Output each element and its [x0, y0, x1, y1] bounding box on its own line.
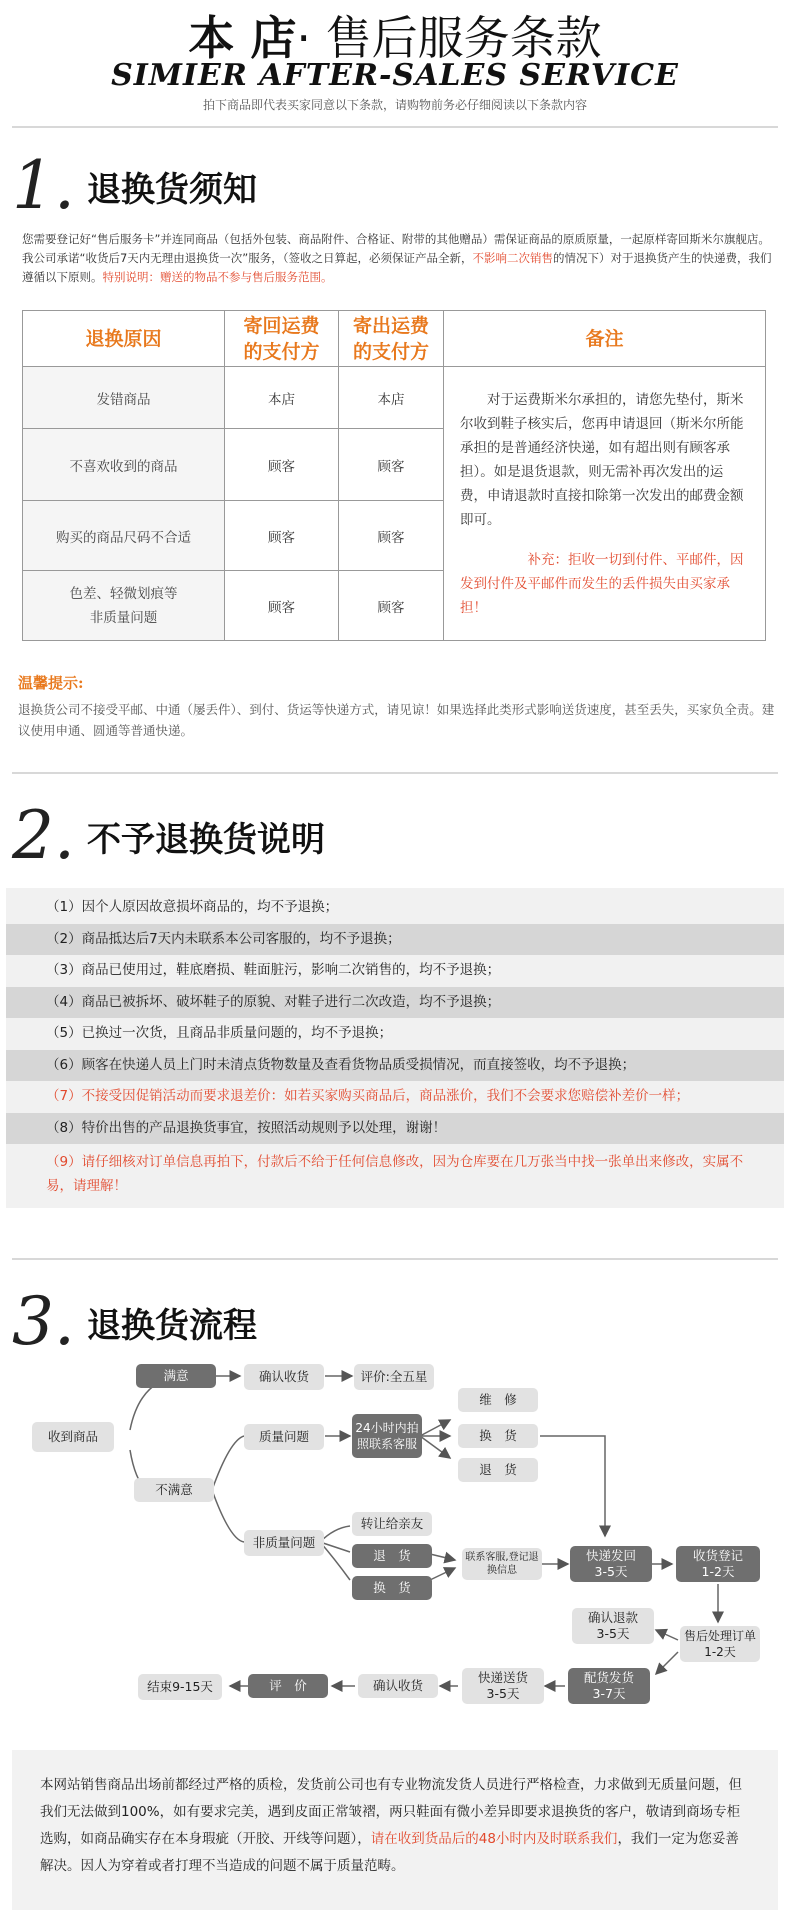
section1-title: 退换货须知 — [86, 169, 257, 210]
flow-review: 评 价 — [248, 1674, 328, 1698]
section1-intro: 您需要登记好“售后服务卡”并连同商品（包括外包装、商品附件、合格证、附带的其他赠品）需保证商品的原质原量，一起原样寄回斯米尔旗舰店。我公司承诺“收货后7天内无理由退换货一次”服务，（签收之日算起，必须保证产品全新，不影响二次销售的情况下）对于退换货产生的快递费，我们遵循以下原则。特别说明：赠送的物品不参与售后服务范围。 — [22, 232, 772, 284]
flow-satisfied: 满意 — [136, 1364, 216, 1388]
flow-ship-back: 快递发回 3-5天 — [570, 1546, 652, 1582]
tips-box — [18, 672, 778, 741]
col-header-note: 备注 — [444, 311, 766, 367]
flow-five-star: 评价:全五星 — [354, 1364, 434, 1390]
flow-gift: 转让给亲友 — [352, 1512, 432, 1536]
flow-express: 快递送货 3-5天 — [462, 1668, 544, 1704]
section2-heading — [12, 796, 325, 876]
flow-ship-send: 配货发货 3-7天 — [568, 1668, 650, 1704]
tips-title: 温馨提示: — [18, 674, 84, 692]
flow-end: 结束9-15天 — [138, 1674, 222, 1700]
rule-item: （5）已换过一次货，且商品非质量问题的，均不予退换； — [46, 1025, 393, 1041]
table-cell: 顾客 — [225, 501, 339, 571]
note-cell — [444, 367, 766, 641]
rule-item: （4）商品已被拆坏、破坏鞋子的原貌、对鞋子进行二次改造，均不予退换； — [6, 987, 784, 1019]
rule-item: （1）因个人原因故意损坏商品的，均不予退换； — [46, 899, 339, 915]
table-cell: 色差、轻微划痕等 非质量问题 — [23, 571, 225, 641]
col-header-return-fee: 寄回运费 的支付方 — [225, 311, 339, 367]
flow-received: 收到商品 — [32, 1422, 114, 1452]
flow-receive-register: 收货登记 1-2天 — [676, 1546, 760, 1582]
section2-title: 不予退换货说明 — [86, 819, 325, 860]
flow-quality-issue: 质量问题 — [244, 1424, 324, 1450]
no-return-rules — [6, 888, 784, 1208]
divider — [12, 772, 778, 774]
flow-exchange-2: 换 货 — [352, 1576, 432, 1600]
page-title: 本 店· 售后服务条款 — [188, 11, 602, 65]
table-row — [23, 367, 766, 429]
rule-item: （7）不接受因促销活动而要求退差价：如若买家购买商品后，商品涨价，我们不会要求您赔偿补差价一样； — [46, 1088, 690, 1104]
return-fee-table — [22, 310, 766, 641]
flow-return-2: 退 货 — [352, 1544, 432, 1568]
table-cell: 顾客 — [339, 571, 444, 641]
section3-title: 退换货流程 — [86, 1305, 257, 1346]
rule-item: （2）商品抵达后7天内未联系本公司客服的，均不予退换； — [6, 924, 784, 956]
header-subtitle: 拍下商品即代表买家同意以下条款，请购物前务必仔细阅读以下条款内容 — [202, 98, 587, 112]
divider — [12, 126, 778, 128]
flow-confirm-refund: 确认退款 3-5天 — [572, 1608, 654, 1644]
table-cell: 顾客 — [225, 429, 339, 501]
quality-statement: 本网站销售商品出场前都经过严格的质检，发货前公司也有专业物流发货人员进行严格检查，力求做到无质量问题，但我们无法做到100%，如有要求完美，遇到皮面正常皱褶，两只鞋面有微小差异即要求退换货的客户，敬请到商场专柜选购，如商品确实存在本身瑕疵（开胶、开线等问题），请在收到货品后的48小时内及时联系我们，我们一定为您妥善解决。因人为穿着或者打理不当造成的问题不属于质量范畴。 — [12, 1750, 778, 1910]
table-cell: 本店 — [339, 367, 444, 429]
rule-item: （3）商品已使用过，鞋底磨损、鞋面脏污，影响二次销售的，均不予退换； — [46, 962, 501, 978]
table-cell: 顾客 — [339, 501, 444, 571]
flow-unsatisfied: 不满意 — [134, 1478, 214, 1502]
rule-item: （8）特价出售的产品退换货事宜，按照活动规则予以处理，谢谢！ — [6, 1113, 784, 1145]
table-cell: 发错商品 — [23, 367, 225, 429]
flow-after-sale: 售后处理订单1-2天 — [680, 1626, 760, 1662]
tips-text: 退换货公司不接受平邮、中通（屡丢件）、到付、货运等快递方式，请见谅！如果选择此类形式影响送货速度，甚至丢失，买家负全责。建议使用申通、圆通等普通快递。 — [18, 702, 775, 738]
flow-non-quality: 非质量问题 — [244, 1530, 324, 1556]
rule-item: （6）顾客在快递人员上门时未清点货物数量及查看货物品质受损情况，而直接签收，均不予退换； — [6, 1050, 784, 1082]
flow-confirm-receipt-2: 确认收货 — [358, 1674, 438, 1698]
table-header-row — [23, 311, 766, 367]
section1-heading — [12, 146, 257, 226]
section3-number: 3. — [12, 1283, 75, 1360]
flow-return: 退 货 — [458, 1458, 538, 1482]
divider — [12, 1258, 778, 1260]
flow-contact-register: 联系客服,登记退换信息 — [462, 1548, 542, 1580]
section2-number: 2. — [12, 797, 75, 874]
table-cell: 本店 — [225, 367, 339, 429]
return-flowchart — [0, 1340, 790, 1760]
flow-exchange: 换 货 — [458, 1424, 538, 1448]
table-cell: 购买的商品尺码不合适 — [23, 501, 225, 571]
flow-contact-24h: 24小时内拍照联系客服 — [352, 1414, 422, 1458]
rule-item: （9）请仔细核对订单信息再拍下，付款后不给于任何信息修改，因为仓库要在几万张当中找一张单出来修改，实属不易，请理解！ — [46, 1154, 744, 1194]
note-extra: 补充：拒收一切到付件、平邮件，因发到付件及平邮件而发生的丢件损失由买家承担！ — [460, 551, 744, 616]
section1-number: 1. — [12, 147, 75, 224]
note-main: 对于运费斯米尔承担的，请您先垫付，斯米尔收到鞋子核实后，您再申请退回（斯米尔所能承担的是普通经济快递，如有超出则有顾客承担）。如是退货退款，则无需补再次发出的运费，申请退款时直接扣除第一次发出的邮费金额即可。 — [460, 391, 744, 528]
table-cell: 顾客 — [339, 429, 444, 501]
col-header-reason: 退换原因 — [23, 311, 225, 367]
flow-confirm-receipt: 确认收货 — [244, 1364, 324, 1390]
col-header-send-fee: 寄出运费 的支付方 — [339, 311, 444, 367]
table-cell: 不喜欢收到的商品 — [23, 429, 225, 501]
header — [0, 0, 790, 120]
english-title: SIMIER AFTER-SALES SERVICE — [111, 58, 679, 93]
table-cell: 顾客 — [225, 571, 339, 641]
flow-repair: 维 修 — [458, 1388, 538, 1412]
